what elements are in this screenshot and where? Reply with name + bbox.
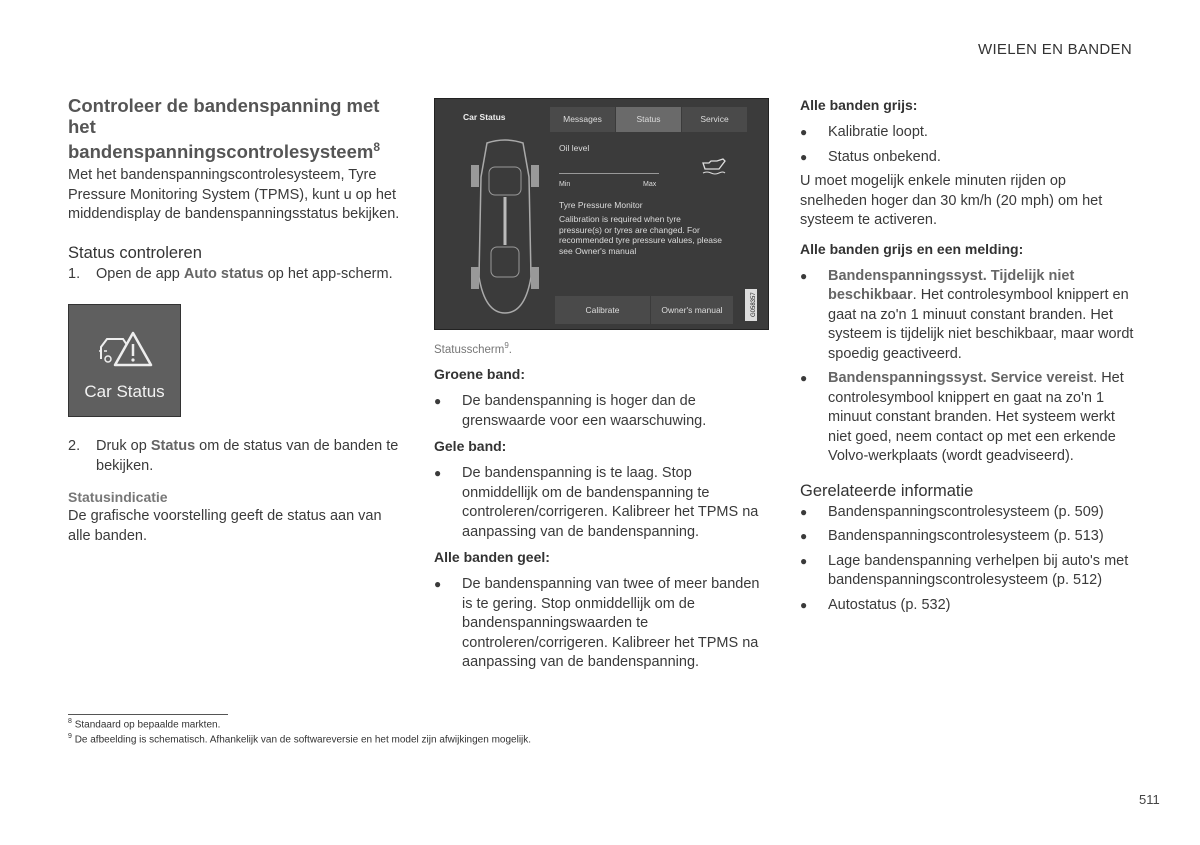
tpm-message: Calibration is required when tyre pressure(s) or tyres are changed. For recommended tyre pressure values, please see Owner's manual: [559, 214, 722, 256]
tyre-front-right: [531, 165, 539, 187]
footnote-9: $^9$ De afbeelding is schematisch. Afhankelijk van de softwareversie en het model zijn afwijkingen mogelijk.: [68, 733, 532, 746]
related-link[interactable]: ● Lage bandenspanning verhelpen bij auto's met bandenspanningscontrolesysteem (p. 512): [800, 552, 1129, 588]
column-3: [800, 95, 1135, 620]
calibrate-button[interactable]: Calibrate: [555, 296, 650, 324]
list-item: ● De bandenspanning is hoger dan de grenswaarde voor een waarschuwing.: [434, 393, 707, 429]
step-2: 2. Druk op Status om de status van de banden te bekijken.: [68, 438, 399, 474]
list-item: ● Bandenspanningssyst. Service vereist. Het controlesymbool knippert en gaat na zo'n 1 minuut constant branden. Het systeem werkt niet goed, neem contact op met een erkende Volvo-werkplaats (wordt geadviseerd).: [800, 370, 1124, 464]
image-caption: Statusscherm$^9$.: [434, 341, 512, 356]
related-link[interactable]: ● Bandenspanningscontrolesysteem (p. 509): [800, 503, 1104, 520]
oil-level-bar: [559, 159, 659, 174]
section-title: WIELEN EN BANDEN: [978, 41, 1132, 58]
page-title: Controleer de bandenspanning met het bandenspanningscontrolesysteem$^8$: [68, 95, 381, 163]
footnote-8: $^8$ Standaard op bepaalde markten.: [68, 718, 221, 731]
oil-can-icon: [701, 155, 727, 175]
list-item: ● De bandenspanning van twee of meer banden is te gering. Stop onmiddellijk om de bandenspanningswaarden te controleren/corrigeren. Kalibreer het TPMS na aanpassing van de bandenspanning.: [434, 576, 760, 671]
list-item: ● Kalibratie loopt.: [800, 124, 928, 140]
column-2: [434, 98, 764, 678]
tab-messages[interactable]: Messages: [550, 107, 615, 132]
car-topview-icon: [465, 137, 545, 317]
heading-all-yellow: Alle banden geel:: [434, 549, 550, 566]
car-warning-icon: [97, 329, 153, 369]
list-item: ● Bandenspanningssyst. Tijdelijk niet beschikbaar. Het controlesymbool knippert en gaat na zo'n 1 minuut constant branden. Het systeem is tijdelijk niet beschikbaar, maar wordt spoedig geactiveerd.: [800, 267, 1134, 362]
list-item: ● De bandenspanning is te laag. Stop onmiddellijk om de bandenspanning te controleren/corrigeren. Kalibreer het TPMS na aanpassing van de bandenspanning.: [434, 465, 759, 540]
heading-grey-message: Alle banden grijs en een melding:: [800, 240, 1024, 257]
tab-status[interactable]: Status: [616, 107, 681, 132]
related-link[interactable]: ● Autostatus (p. 532): [800, 596, 951, 613]
step-1: 1. Open de app Auto status op het app-scherm.: [68, 265, 393, 282]
column-1: [68, 95, 403, 546]
list-item: ● Status onbekend.: [800, 148, 941, 165]
tyre-rear-right: [531, 267, 539, 289]
indicatie-text: De grafische voorstelling geeft de status aan van alle banden.: [68, 508, 382, 544]
heading-yellow: Gele band:: [434, 438, 507, 455]
app-name: Auto status: [183, 265, 264, 282]
intro-text: Met het bandenspanningscontrolesysteem, Tyre Pressure Monitoring System (TPMS), kunt u op het middendisplay de bandenspanningsstatus bekijken.: [68, 167, 400, 223]
oil-max-label: Max: [643, 181, 657, 188]
heading-green: Groene band:: [434, 366, 526, 383]
oil-min-label: Min: [559, 181, 571, 188]
grey-text: U moet mogelijk enkele minuten rijden op snelheden hoger dan 30 km/h (20 mph) om het systeem te activeren.: [800, 173, 1103, 228]
screen-title: Car Status: [463, 112, 506, 122]
oil-level-label: Oil level: [559, 143, 590, 153]
car-status-app-tile[interactable]: [68, 304, 181, 417]
tyre-front-left: [471, 165, 479, 187]
page-number: 511: [1139, 792, 1160, 807]
heading-related: Gerelateerde informatie: [800, 481, 974, 500]
owners-manual-button[interactable]: Owner's manual: [651, 296, 733, 324]
related-link[interactable]: ● Bandenspanningscontrolesysteem (p. 513): [800, 528, 1104, 544]
heading-all-grey: Alle banden grijs:: [800, 97, 918, 113]
tyre-rear-left: [471, 267, 479, 289]
tpm-title: Tyre Pressure Monitor: [559, 200, 643, 210]
tab-service[interactable]: Service: [682, 107, 747, 132]
heading-statusindicatie: Statusindicatie: [68, 489, 168, 506]
tile-label: Car Status: [84, 381, 165, 401]
status-label: Status: [150, 438, 196, 455]
footnote-divider: [68, 714, 228, 715]
image-code: G058357: [745, 289, 757, 321]
status-screen-image: [434, 98, 769, 330]
screen-tabs: [550, 107, 748, 132]
heading-status: Status controleren: [68, 243, 202, 262]
